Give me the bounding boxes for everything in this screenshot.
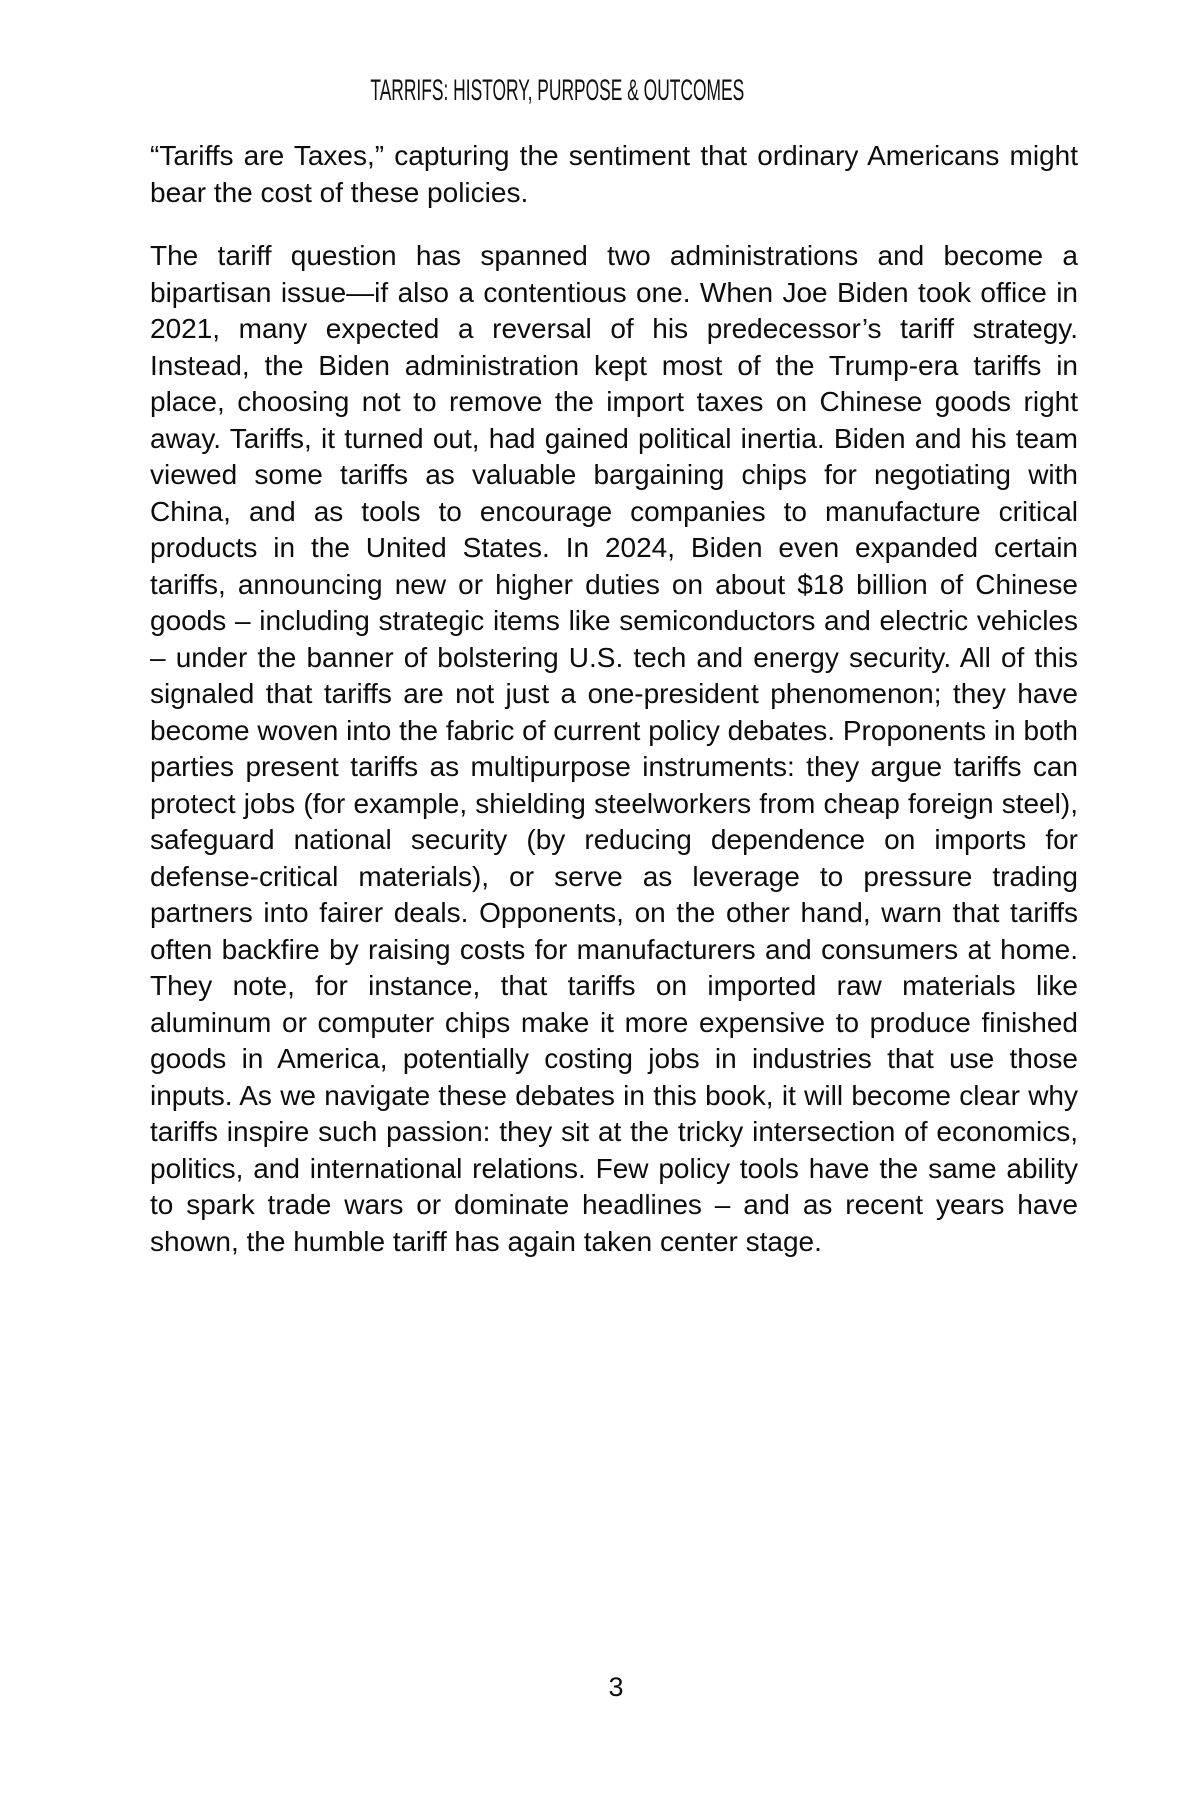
body-paragraph: The tariff question has spanned two administrations and become a bipartisan issue—if also a contentious one. When Joe Biden took office in 2021, many expected a reversal of his predecessor’s tariff strategy. Instead, the Biden administration kept most of the Trump-era tariffs in place, choosing not to remove the import taxes on Chinese goods right away. Tariffs, it turned out, had gained political inertia. Biden and his team viewed some tariffs as valuable bargaining chips for negotiating with China, and as tools to encourage companies to manufacture critical products in the United States. In 2024, Biden even expanded certain tariffs, announcing new or higher duties on about $18 billion of Chinese goods – including strategic items like semiconductors and electric vehicles – under the banner of bolstering U.S. tech and energy security. All of this signaled that tariffs are not just a one-president phenomenon; they have become woven into the fabric of current policy debates. Proponents in both parties present tariffs as multipurpose instruments: they argue tariffs can protect jobs (for example, shielding steelworkers from cheap foreign steel), safeguard national security (by reducing dependence on imports for defense-critical materials), or serve as leverage to pressure trading partners into fairer deals. Opponents, on the other hand, warn that tariffs often backfire by raising costs for manufacturers and consumers at home. They note, for instance, that tariffs on imported raw materials like aluminum or computer chips make it more expensive to produce finished goods in America, potentially costing jobs in industries that use those inputs. As we navigate these debates in this book, it will become clear why tariffs inspire such passion: they sit at the tricky intersection of economics, politics, and international relations. Few policy tools have the same ability to spark trade wars or dominate headlines – and as recent years have shown, the humble tariff has again taken center stage. (150, 240, 1078, 1257)
page-number: 3 (608, 1672, 624, 1702)
page-body (150, 138, 1078, 1287)
running-header-text: TARRIFS: HISTORY, PURPOSE & OUTCOMES (370, 74, 744, 107)
body-paragraph: “Tariffs are Taxes,” capturing the sentiment that ordinary Americans might bear the cost of these policies. (150, 140, 1078, 208)
running-header (0, 76, 1114, 106)
